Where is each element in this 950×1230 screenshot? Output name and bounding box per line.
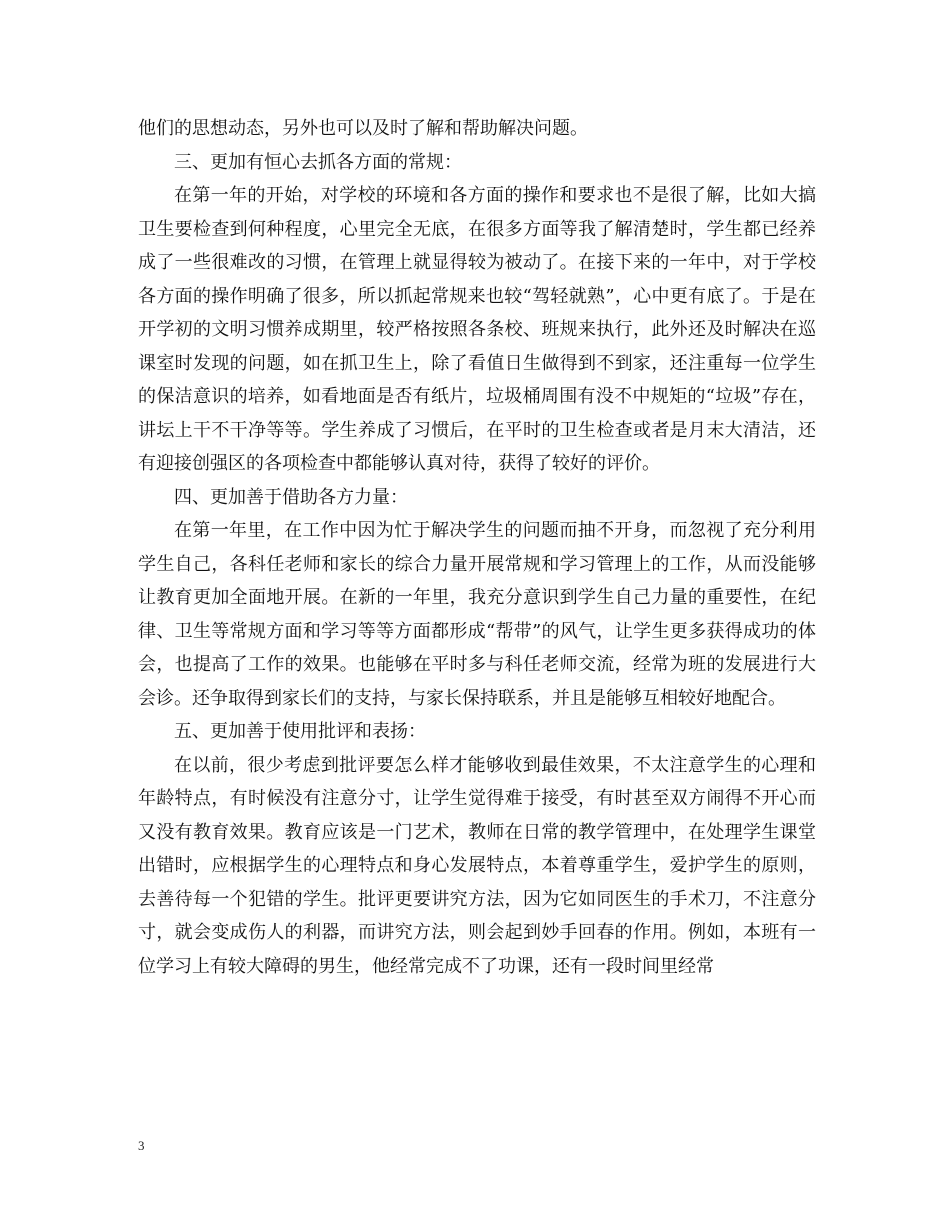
section-heading: 五、更加善于使用批评和表扬： xyxy=(174,721,426,742)
section-heading: 四、更加善于借助各方力量： xyxy=(174,486,408,508)
paragraph: 在第一年的开始，对学校的环境和各方面的操作和要求也不是很了解，比如大搞卫生要检查到何种程度，心里完全无底，在很多方面等我了解清楚时，学生都已经养成了一些很难改的习惯，在管理上就显得较为被动了。在接下来的一年中，对于学校各方面的操作明确了很多，所以抓起常规来也较“驾轻就熟”，心中更有底了。于是在开学初的文明习惯养成期里，较严格按照各条校、班规来执行，此外还及时解决在巡课室时发现的问题，如在抓卫生上，除了看值日生做得到不到家，还注重每一位学生的保洁意识的培养，如看地面是否有纸片，垃圾桶周围有没不中规矩的“垃圾”存在，讲坛上干不干净等等。学生养成了习惯后，在平时的卫生检查或者是月末大清洁，还有迎接创强区的各项检查中都能够认真对待，获得了较好的评价。 xyxy=(138,185,816,474)
body-text xyxy=(138,112,816,983)
paragraph: 在第一年里，在工作中因为忙于解决学生的问题而抽不开身，而忽视了充分利用学生自己，各科任老师和家长的综合力量开展常规和学习管理上的工作，从而没能够让教育更加全面地开展。在新的一年里，我充分意识到学生自己力量的重要性，在纪律、卫生等常规方面和学习等等方面都形成“帮带”的风气，让学生更多获得成功的体会，也提高了工作的效果。也能够在平时多与科任老师交流，经常为班的发展进行大会诊。还争取得到家长们的支持，与家长保持联系，并且是能够互相较好地配合。 xyxy=(138,520,816,709)
paragraph: 他们的思想动态，另外也可以及时了解和帮助解决问题。 xyxy=(138,118,588,139)
page-number: 3 xyxy=(138,1138,145,1153)
section-heading: 三、更加有恒心去抓各方面的常规： xyxy=(174,151,462,173)
paragraph: 在以前，很少考虑到批评要怎么样才能够收到最佳效果，不太注意学生的心理和年龄特点，有时候没有注意分寸，让学生觉得难于接受，有时甚至双方闹得不开心而又没有教育效果。教育应该是一门艺术，教师在日常的教学管理中，在处理学生课堂出错时，应根据学生的心理特点和身心发展特点，本着尊重学生，爱护学生的原则，去善待每一个犯错的学生。批评更要讲究方法，因为它如同医生的手术刀，不注意分寸，就会变成伤人的利器，而讲究方法，则会起到妙手回春的作用。例如，本班有一位学习上有较大障碍的男生，他经常完成不了功课，还有一段时间里经常 xyxy=(138,754,816,977)
